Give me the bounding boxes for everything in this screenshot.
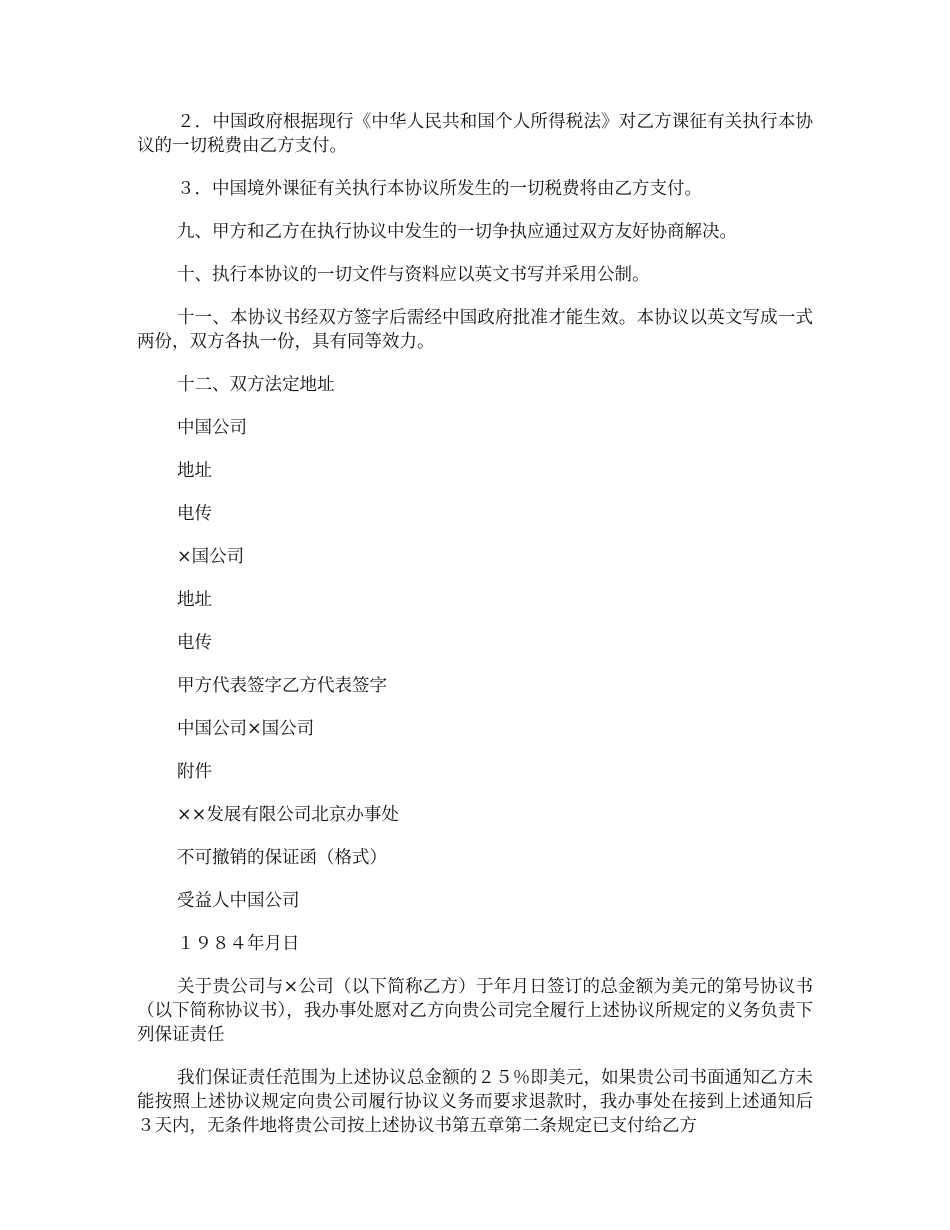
guarantee-scope: 我们保证责任范围为上述协议总金额的２５％即美元，如果贵公司书面通知乙方未能按照上述协议规定向贵公司履行协议义务而要求退款时，我办事处在接到上述通知后３天内，无条件地将贵公司按上述协议书第五章第二条规定已支付给乙方: [137, 1068, 813, 1136]
article-11: 十一、本协议书经双方签字后需经中国政府批准才能生效。本协议以英文写成一式两份，双方各执一份，具有同等效力。: [137, 308, 813, 352]
guarantee-intro: 关于贵公司与×公司（以下简称乙方）于年月日签订的总金额为美元的第号协议书（以下简称协议书），我办事处愿对乙方向贵公司完全履行上述协议所规定的义务负责下列保证责任: [137, 977, 813, 1045]
issuer-office: ××发展有限公司北京办事处: [177, 805, 399, 825]
document-body: [137, 110, 813, 1157]
tax-clause-3: ３．中国境外课征有关执行本协议所发生的一切税费将由乙方支付。: [177, 179, 702, 199]
tax-clause-2: ２．中国政府根据现行《中华人民共和国个人所得税法》对乙方课征有关执行本协议的一切税费由乙方支付。: [137, 112, 813, 156]
chinese-company-label: 中国公司: [177, 418, 247, 438]
address-label-2: 地址: [177, 590, 212, 610]
signatory-companies: 中国公司×国公司: [177, 719, 315, 739]
date-line: １９８４年月日: [177, 934, 300, 954]
foreign-company-label: ×国公司: [177, 547, 245, 567]
telex-label-1: 电传: [177, 504, 212, 524]
beneficiary-line: 受益人中国公司: [177, 891, 300, 911]
address-label-1: 地址: [177, 461, 212, 481]
telex-label-2: 电传: [177, 633, 212, 653]
article-10: 十、执行本协议的一切文件与资料应以英文书写并采用公制。: [177, 265, 650, 285]
article-9: 九、甲方和乙方在执行协议中发生的一切争执应通过双方友好协商解决。: [177, 222, 737, 242]
article-12-heading: 十二、双方法定地址: [177, 375, 335, 395]
signature-line: 甲方代表签字乙方代表签字: [177, 676, 387, 696]
appendix-heading: 附件: [177, 762, 212, 782]
guarantee-title: 不可撤销的保证函（格式）: [177, 848, 387, 868]
